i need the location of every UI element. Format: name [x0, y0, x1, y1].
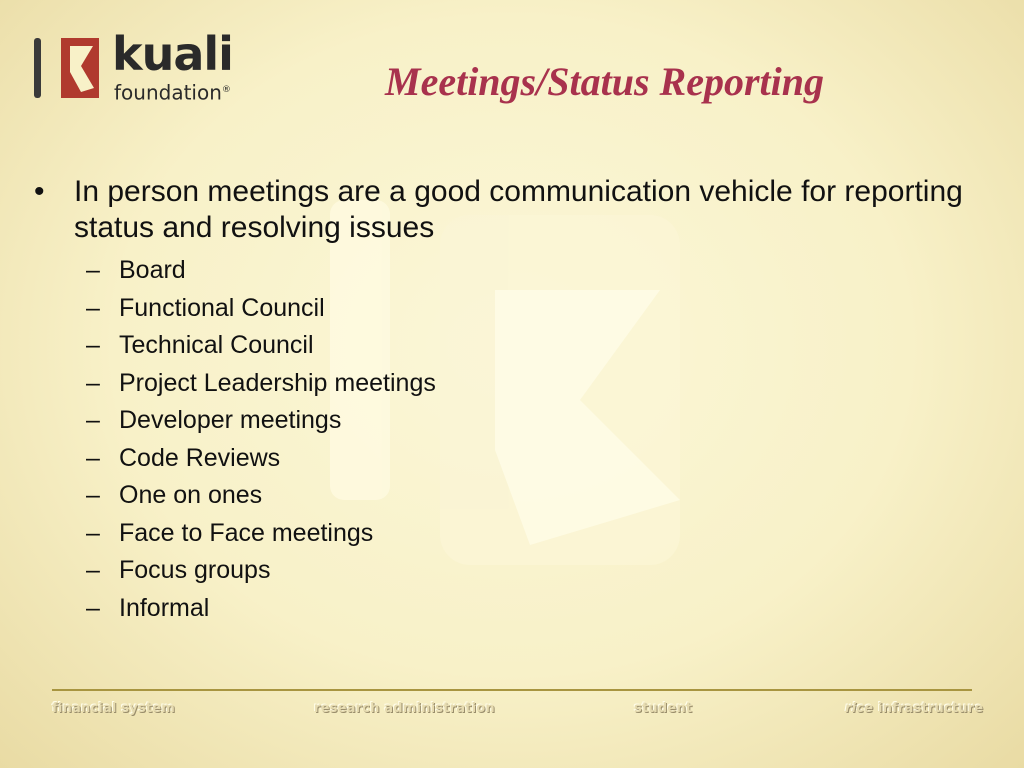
list-item-text: Focus groups — [119, 556, 271, 584]
list-item — [86, 590, 974, 628]
dash-marker: – — [86, 518, 100, 547]
list-item — [86, 477, 974, 515]
footer-rice-infrastructure: rice infrastructure — [845, 701, 984, 716]
dash-marker: – — [86, 331, 100, 359]
dash-marker: – — [86, 593, 100, 622]
list-item-text: Code Reviews — [119, 443, 281, 472]
list-item-text: Project Leadership meetings — [119, 368, 436, 397]
bullet-marker: • — [34, 175, 45, 208]
dash-marker: – — [86, 443, 100, 472]
list-item — [86, 252, 974, 290]
logo-bar — [34, 38, 41, 98]
footer-divider — [52, 689, 972, 691]
main-bullet-text: In person meetings are a good communication vehicle for reporting status and resolving issues — [74, 175, 963, 244]
list-item — [86, 327, 974, 365]
footer-research-administration: research administration — [314, 701, 495, 716]
kuali-foundation-logo — [34, 27, 284, 105]
list-item — [86, 552, 974, 590]
list-item-text: Board — [119, 256, 186, 284]
slide-body — [34, 174, 974, 627]
list-item-text: One on ones — [119, 481, 263, 509]
dash-marker: – — [86, 256, 100, 284]
dash-marker: – — [86, 406, 100, 434]
list-item — [86, 365, 974, 403]
main-bullet — [34, 174, 974, 246]
dash-marker: – — [86, 481, 100, 509]
sub-bullet-list — [34, 252, 974, 627]
kuali-k-icon — [61, 38, 99, 98]
list-item — [86, 402, 974, 440]
footer-financial-system: financial system — [52, 701, 176, 716]
list-item-text: Functional Council — [119, 293, 325, 322]
dash-marker: – — [86, 556, 100, 584]
list-item-text: Face to Face meetings — [119, 518, 374, 547]
dash-marker: – — [86, 368, 100, 397]
logo-subtitle: foundation® — [114, 80, 231, 105]
list-item — [86, 440, 974, 478]
list-item-text: Informal — [119, 593, 210, 622]
list-item — [86, 515, 974, 553]
list-item-text: Developer meetings — [119, 406, 342, 434]
list-item-text: Technical Council — [119, 331, 314, 359]
footer-student: student — [634, 701, 693, 716]
slide-title: Meetings/Status Reporting — [385, 59, 824, 104]
logo-wordmark: kuali — [112, 27, 233, 81]
list-item — [86, 290, 974, 328]
dash-marker: – — [86, 293, 100, 322]
